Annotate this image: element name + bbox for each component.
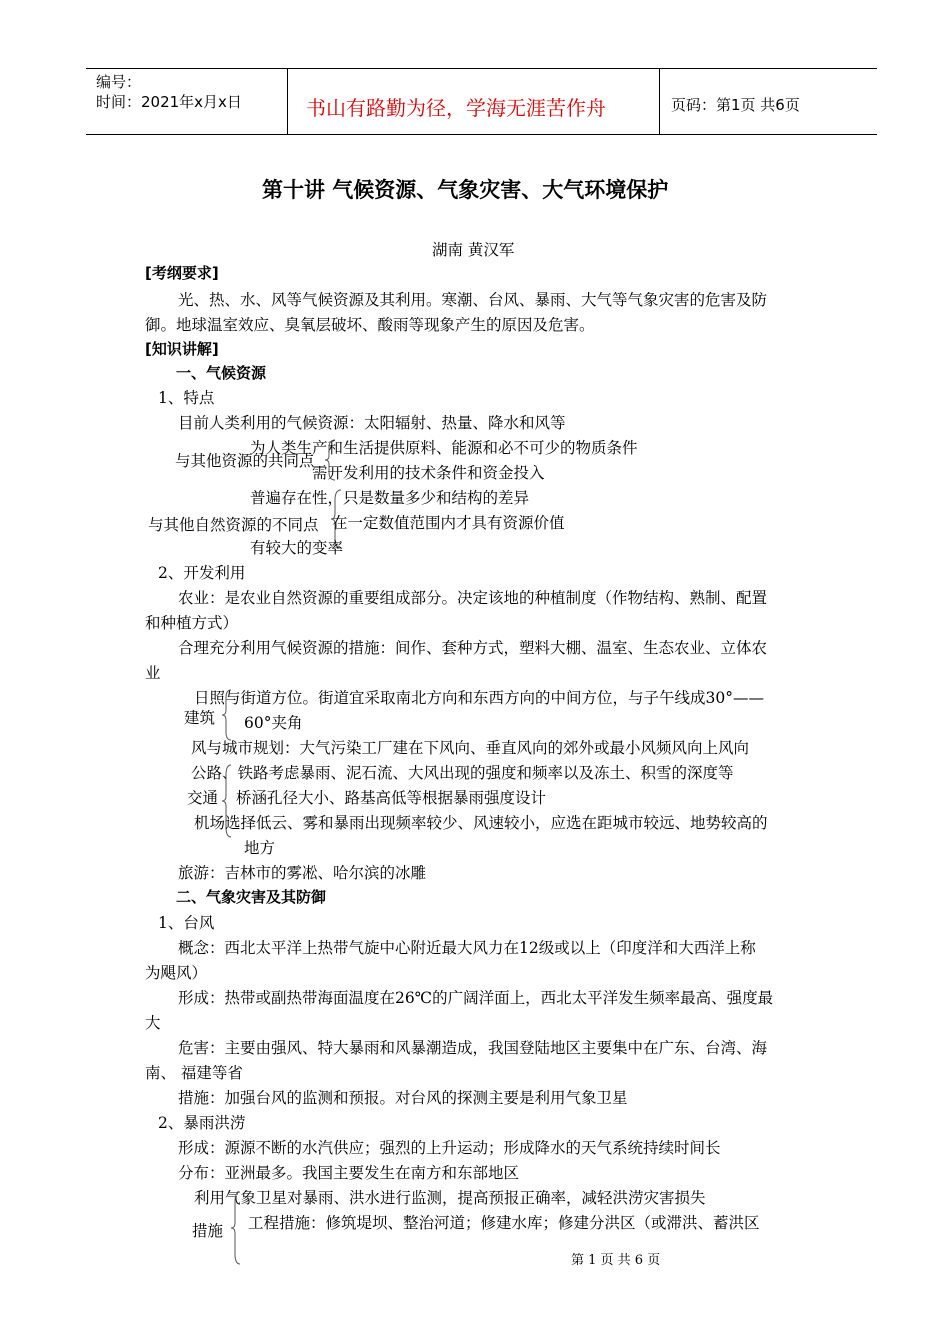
branch-text: 普遍存在性，只是数量多少和结构的差异 — [250, 489, 530, 507]
paragraph-line: 形成：源源不断的水汽供应；强烈的上升运动；形成降水的天气系统持续时间长 — [178, 1139, 721, 1157]
subsection-heading: 一、气候资源 — [176, 364, 267, 382]
author: 湖南 黄汉军 — [432, 241, 515, 259]
brace-label: 与其他资源的共同点 — [175, 452, 315, 470]
paragraph-line: 危害：主要由强风、特大暴雨和风暴潮造成，我国登陆地区主要集中在广东、台湾、海 — [178, 1039, 768, 1057]
branch-text: 日照与街道方位。街道宜采取南北方向和东西方向的中间方位，与子午线成30°—— — [194, 689, 764, 707]
branch-text: 公路、铁路考虑暴雨、泥石流、大风出现的强度和频率以及冻土、积雪的深度等 — [191, 764, 734, 782]
paragraph-line: 农业：是农业自然资源的重要组成部分。决定该地的种植制度（作物结构、熟制、配置 — [178, 589, 768, 607]
paragraph-line: 目前人类利用的气候资源：太阳辐射、热量、降水和风等 — [178, 414, 566, 432]
branch-text: 有较大的变率 — [250, 539, 344, 557]
page-footer: 第 1 页 共 6 页 — [571, 1253, 661, 1268]
brace-label: 措施 — [192, 1222, 224, 1240]
branch-text: 桥涵孔径大小、路基高低等根据暴雨强度设计 — [236, 789, 547, 807]
brace-icon — [231, 1192, 241, 1264]
paragraph-line: 南、 福建等省 — [145, 1064, 243, 1082]
list-item: 1、特点 — [158, 389, 215, 407]
paragraph-line: 形成：热带或副热带海面温度在26℃的广阔洋面上，西北太平洋发生频率最高、强度最 — [178, 989, 774, 1007]
branch-text: 60°夹角 — [244, 714, 303, 732]
paragraph-line: 措施：加强台风的监测和预报。对台风的探测主要是利用气象卫星 — [178, 1089, 628, 1107]
brace-label: 交通 — [187, 789, 219, 807]
branch-text: 需开发利用的技术条件和资金投入 — [312, 464, 545, 482]
branch-text: 利用气象卫星对暴雨、洪水进行监测，提高预报正确率，减轻洪涝灾害损失 — [194, 1189, 706, 1207]
header-page-info: 页码：第1页 共6页 — [671, 96, 800, 114]
header-divider — [287, 69, 288, 135]
branch-text: 风与城市规划：大气污染工厂建在下风向、垂直风向的郊外或最小风频风向上风向 — [191, 739, 750, 757]
header-number: 编号： — [96, 73, 142, 91]
list-item: 2、暴雨洪涝 — [158, 1114, 246, 1132]
paragraph-line: 合理充分利用气候资源的措施：间作、套种方式，塑料大棚、温室、生态农业、立体农 — [178, 639, 768, 657]
paragraph-line: 业 — [145, 664, 161, 682]
branch-text: 为人类生产和生活提供原料、能源和必不可少的物质条件 — [250, 439, 638, 457]
paragraph-line: 概念：西北太平洋上热带气旋中心附近最大风力在12级或以上（印度洋和大西洋上称 — [178, 939, 756, 957]
paragraph-line: 为飓风） — [145, 964, 208, 982]
header-divider — [659, 69, 660, 135]
section-heading: [知识讲解] — [145, 340, 219, 358]
paragraph-line: 光、热、水、风等气候资源及其利用。寒潮、台风、暴雨、大气等气象灾害的危害及防 — [178, 291, 768, 309]
page-title: 第十讲 气候资源、气象灾害、大气环境保护 — [262, 178, 669, 202]
paragraph-line: 御。地球温室效应、臭氧层破坏、酸雨等现象产生的原因及危害。 — [145, 316, 595, 334]
paragraph-line: 大 — [145, 1014, 161, 1032]
header-time: 时间：2021年x月x日 — [96, 93, 242, 111]
branch-text: 在一定数值范围内才具有资源价值 — [332, 514, 565, 532]
paragraph-line: 和种植方式） — [145, 614, 239, 632]
brace-label: 建筑 — [184, 709, 216, 727]
paragraph-line: 旅游：吉林市的雾凇、哈尔滨的冰雕 — [178, 864, 427, 882]
brace-icon — [222, 690, 232, 740]
header-motto: 书山有路勤为径，学海无涯苦作舟 — [306, 96, 606, 120]
subsection-heading: 二、气象灾害及其防御 — [176, 888, 327, 906]
brace-label: 与其他自然资源的不同点 — [148, 516, 319, 534]
list-item: 2、开发利用 — [158, 564, 246, 582]
branch-text: 工程措施：修筑堤坝、整治河道；修建水库；修建分洪区（或滞洪、蓄洪区 — [248, 1214, 760, 1232]
list-item: 1、台风 — [158, 914, 215, 932]
branch-text: 地方 — [244, 839, 276, 857]
paragraph-line: 分布：亚洲最多。我国主要发生在南方和东部地区 — [178, 1164, 520, 1182]
section-heading: [考纲要求] — [145, 264, 219, 282]
branch-text: 机场选择低云、雾和暴雨出现频率较少、风速较小，应选在距城市较远、地势较高的 — [194, 814, 768, 832]
